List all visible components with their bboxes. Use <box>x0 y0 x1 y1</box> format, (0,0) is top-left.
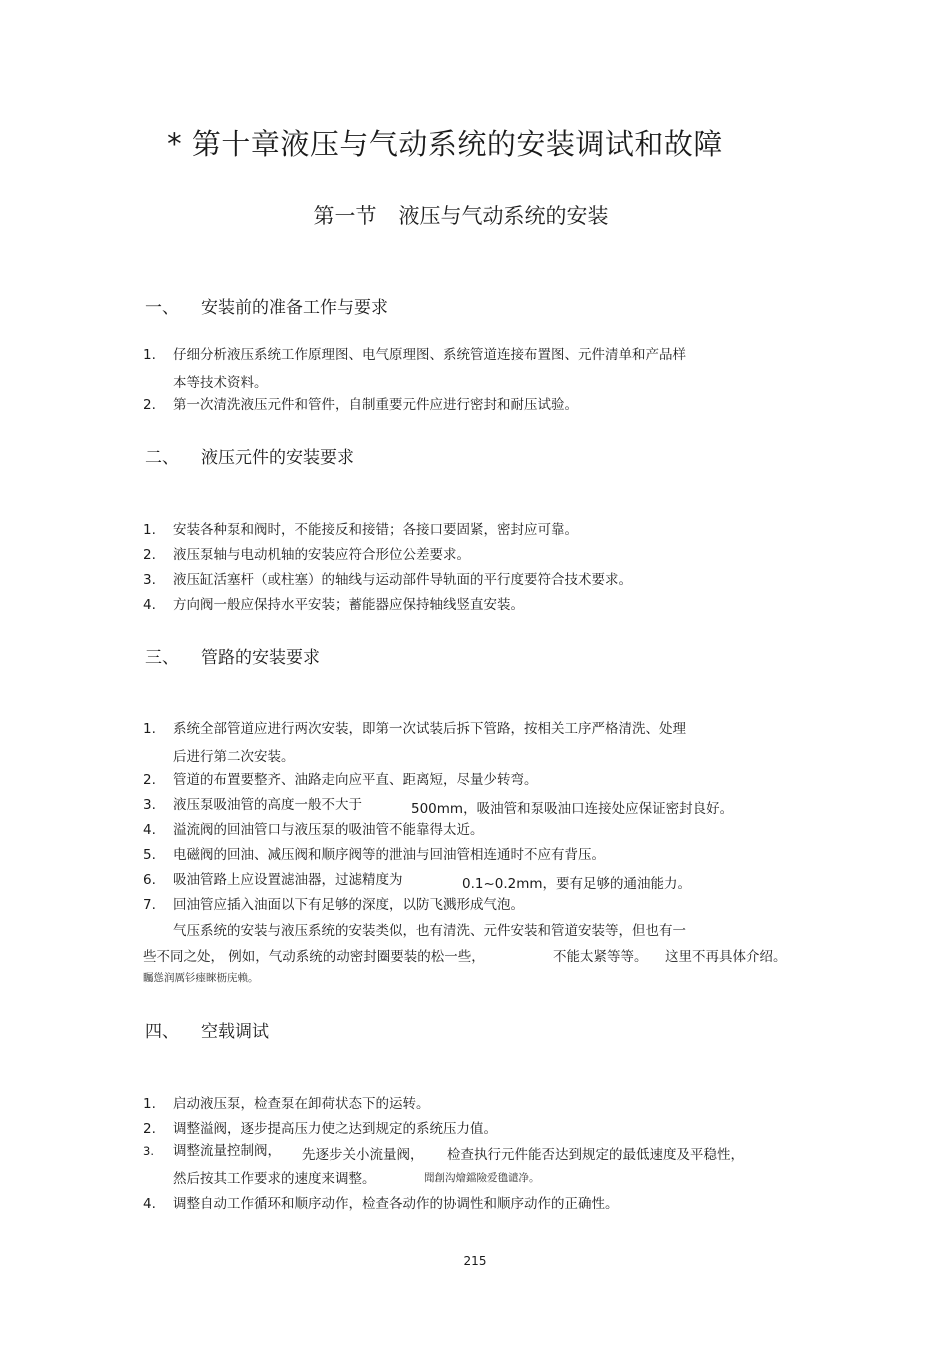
chapter-title: * 第十章液压与气动系统的安装调试和故障 <box>167 127 723 161</box>
paragraph-line: 这里不再具体介绍。 <box>665 949 787 965</box>
list-item-value: 500mm，吸油管和泵吸油口连接处应保证密封良好。 <box>411 801 734 817</box>
list-item: 2. 调整溢阀，逐步提高压力使之达到规定的系统压力值。 <box>143 1121 497 1137</box>
garbled-text: 矚慫润厲钐瘗睞枥庑赖。 <box>143 972 259 984</box>
section-name: 液压与气动系统的安装 <box>398 204 609 228</box>
list-item-continuation: 本等技术资料。 <box>173 375 268 391</box>
paragraph-line: 不能太紧等等。 <box>553 949 648 965</box>
list-item-value: 0.1~0.2mm，要有足够的通油能力。 <box>462 876 692 892</box>
section-title <box>0 200 922 230</box>
list-item: 5. 电磁阀的回油、减压阀和顺序阀等的泄油与回油管相连通时不应有背压。 <box>143 847 605 863</box>
list-item: 1. 系统全部管道应进行两次安装，即第一次试装后拆下管路，按相关工序严格清洗、处理 <box>143 721 686 737</box>
list-item: 7. 回油管应插入油面以下有足够的深度，以防飞溅形成气泡。 <box>143 897 524 913</box>
list-item: 4. 方向阀一般应保持水平安装；蓄能器应保持轴线竖直安装。 <box>143 597 524 613</box>
paragraph-line: 气压系统的安装与液压系统的安装类似，也有清洗、元件安装和管道安装等，但也有一 <box>173 923 686 939</box>
list-item-continuation: 然后按其工作要求的速度来调整。 <box>173 1171 376 1187</box>
list-item: 3. 调整流量控制阀， <box>143 1143 281 1159</box>
list-item: 2. 第一次清洗液压元件和管件，自制重要元件应进行密封和耐压试验。 <box>143 397 578 413</box>
section-number: 第一节 <box>313 204 377 228</box>
list-item: 4. 调整自动工作循环和顺序动作，检查各动作的协调性和顺序动作的正确性。 <box>143 1196 619 1212</box>
heading-part-1: 一、 安装前的准备工作与要求 <box>145 298 388 318</box>
heading-part-3: 三、 管路的安装要求 <box>145 648 320 668</box>
page-number: 215 <box>463 1254 487 1268</box>
list-item: 1. 安装各种泵和阀时，不能接反和接错；各接口要固紧，密封应可靠。 <box>143 522 578 538</box>
list-item: 2. 液压泵轴与电动机轴的安装应符合形位公差要求。 <box>143 547 470 563</box>
list-item: 6. 吸油管路上应设置滤油器，过滤精度为 <box>143 872 403 888</box>
list-item-part: 检查执行元件能否达到规定的最低速度及平稳性， <box>447 1147 744 1163</box>
list-item-part: 先逐步关小流量阀， <box>302 1147 424 1163</box>
list-item: 3. 液压缸活塞杆（或柱塞）的轴线与运动部件导轨面的平行度要符合技术要求。 <box>143 572 632 588</box>
list-item: 4. 溢流阀的回油管口与液压泵的吸油管不能靠得太近。 <box>143 822 484 838</box>
list-item: 3. 液压泵吸油管的高度一般不大于 <box>143 797 362 813</box>
list-item: 1. 仔细分析液压系统工作原理图、电气原理图、系统管道连接布置图、元件清单和产品样 <box>143 347 686 363</box>
heading-part-4: 四、 空载调试 <box>145 1022 269 1042</box>
paragraph-line: 些不同之处， 例如，气动系统的动密封圈要装的松一些， <box>143 949 485 965</box>
list-item-continuation: 后进行第二次安装。 <box>173 749 295 765</box>
list-item: 2. 管道的布置要整齐、油路走向应平直、距离短，尽量少转弯。 <box>143 772 538 788</box>
list-item: 1. 启动液压泵，检查泵在卸荷状态下的运转。 <box>143 1096 430 1112</box>
garbled-text: 聞創沟燴鐺險爱氇谴净。 <box>424 1172 540 1184</box>
heading-part-2: 二、 液压元件的安装要求 <box>145 448 354 468</box>
